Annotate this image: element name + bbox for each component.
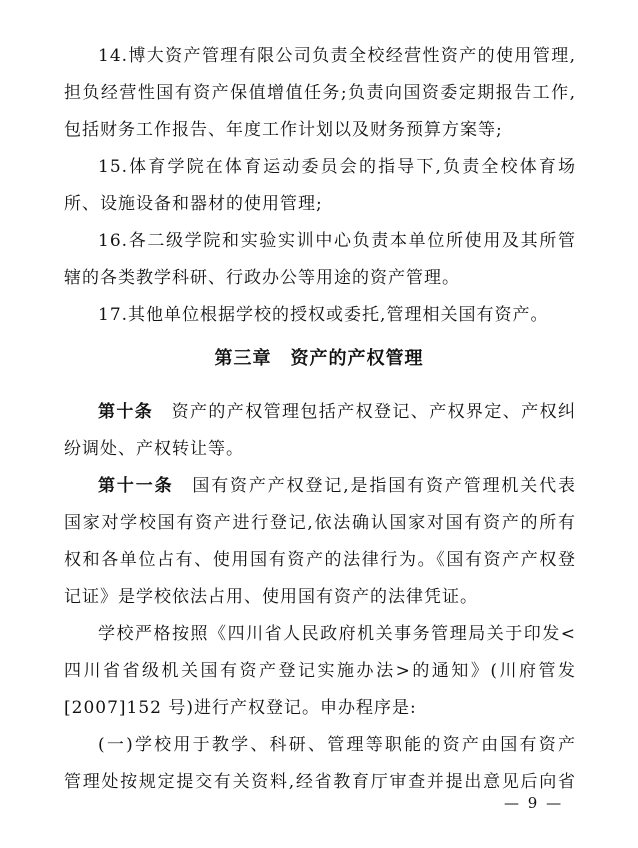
- item-1-line: (一)学校用于教学、科研、管理等职能的资产由国有资产: [98, 735, 576, 755]
- article-10-line-1: [98, 400, 576, 424]
- chapter-heading: 第三章 资产的产权管理: [214, 348, 424, 369]
- paragraph-line: 14.博大资产管理有限公司负责全校经营性资产的使用管理,: [98, 46, 576, 66]
- paragraph-line: 所、设施设备和器材的使用管理;: [64, 194, 323, 214]
- article-text: 资产的产权管理包括产权登记、产权界定、产权纠: [153, 402, 576, 422]
- paragraph-line: 担负经营性国有资产保值增值任务;负责向国资委定期报告工作,: [64, 83, 576, 103]
- article-10-line-2: 纷调处、产权转让等。: [64, 439, 244, 459]
- school-paragraph-line: [2007]152 号)进行产权登记。申办程序是:: [64, 698, 417, 718]
- paragraph-line: 15.体育学院在体育运动委员会的指导下,负责全校体育场: [98, 157, 576, 177]
- article-label: 第十一条: [98, 476, 174, 496]
- article-text: 国有资产产权登记,是指国有资产管理机关代表: [173, 476, 576, 496]
- article-11-line: 记证》是学校依法占用、使用国有资产的法律凭证。: [64, 587, 478, 607]
- article-11-line-1: [98, 474, 576, 498]
- paragraph-line: 辖的各类教学科研、行政办公等用途的资产管理。: [64, 268, 460, 288]
- page-number: — 9 —: [504, 794, 564, 812]
- article-11-line: 国家对学校国有资产进行登记,依法确认国家对国有资产的所有: [64, 513, 576, 533]
- paragraph-line: 17.其他单位根据学校的授权或委托,管理相关国有资产。: [98, 305, 549, 325]
- article-label: 第十条: [98, 402, 154, 422]
- item-1-line: 管理处按规定提交有关资料,经省教育厅审查并提出意见后向省: [64, 772, 576, 792]
- article-11-line: 权和各单位占有、使用国有资产的法律行为。《国有资产产权登: [64, 550, 576, 570]
- school-paragraph-line: 四川省省级机关国有资产登记实施办法>的通知》(川府管发: [64, 661, 576, 681]
- paragraph-line: 16.各二级学院和实验实训中心负责本单位所使用及其所管: [98, 231, 576, 251]
- school-paragraph-line: 学校严格按照《四川省人民政府机关事务管理局关于印发<: [98, 624, 576, 644]
- paragraph-line: 包括财务工作报告、年度工作计划以及财务预算方案等;: [64, 120, 503, 140]
